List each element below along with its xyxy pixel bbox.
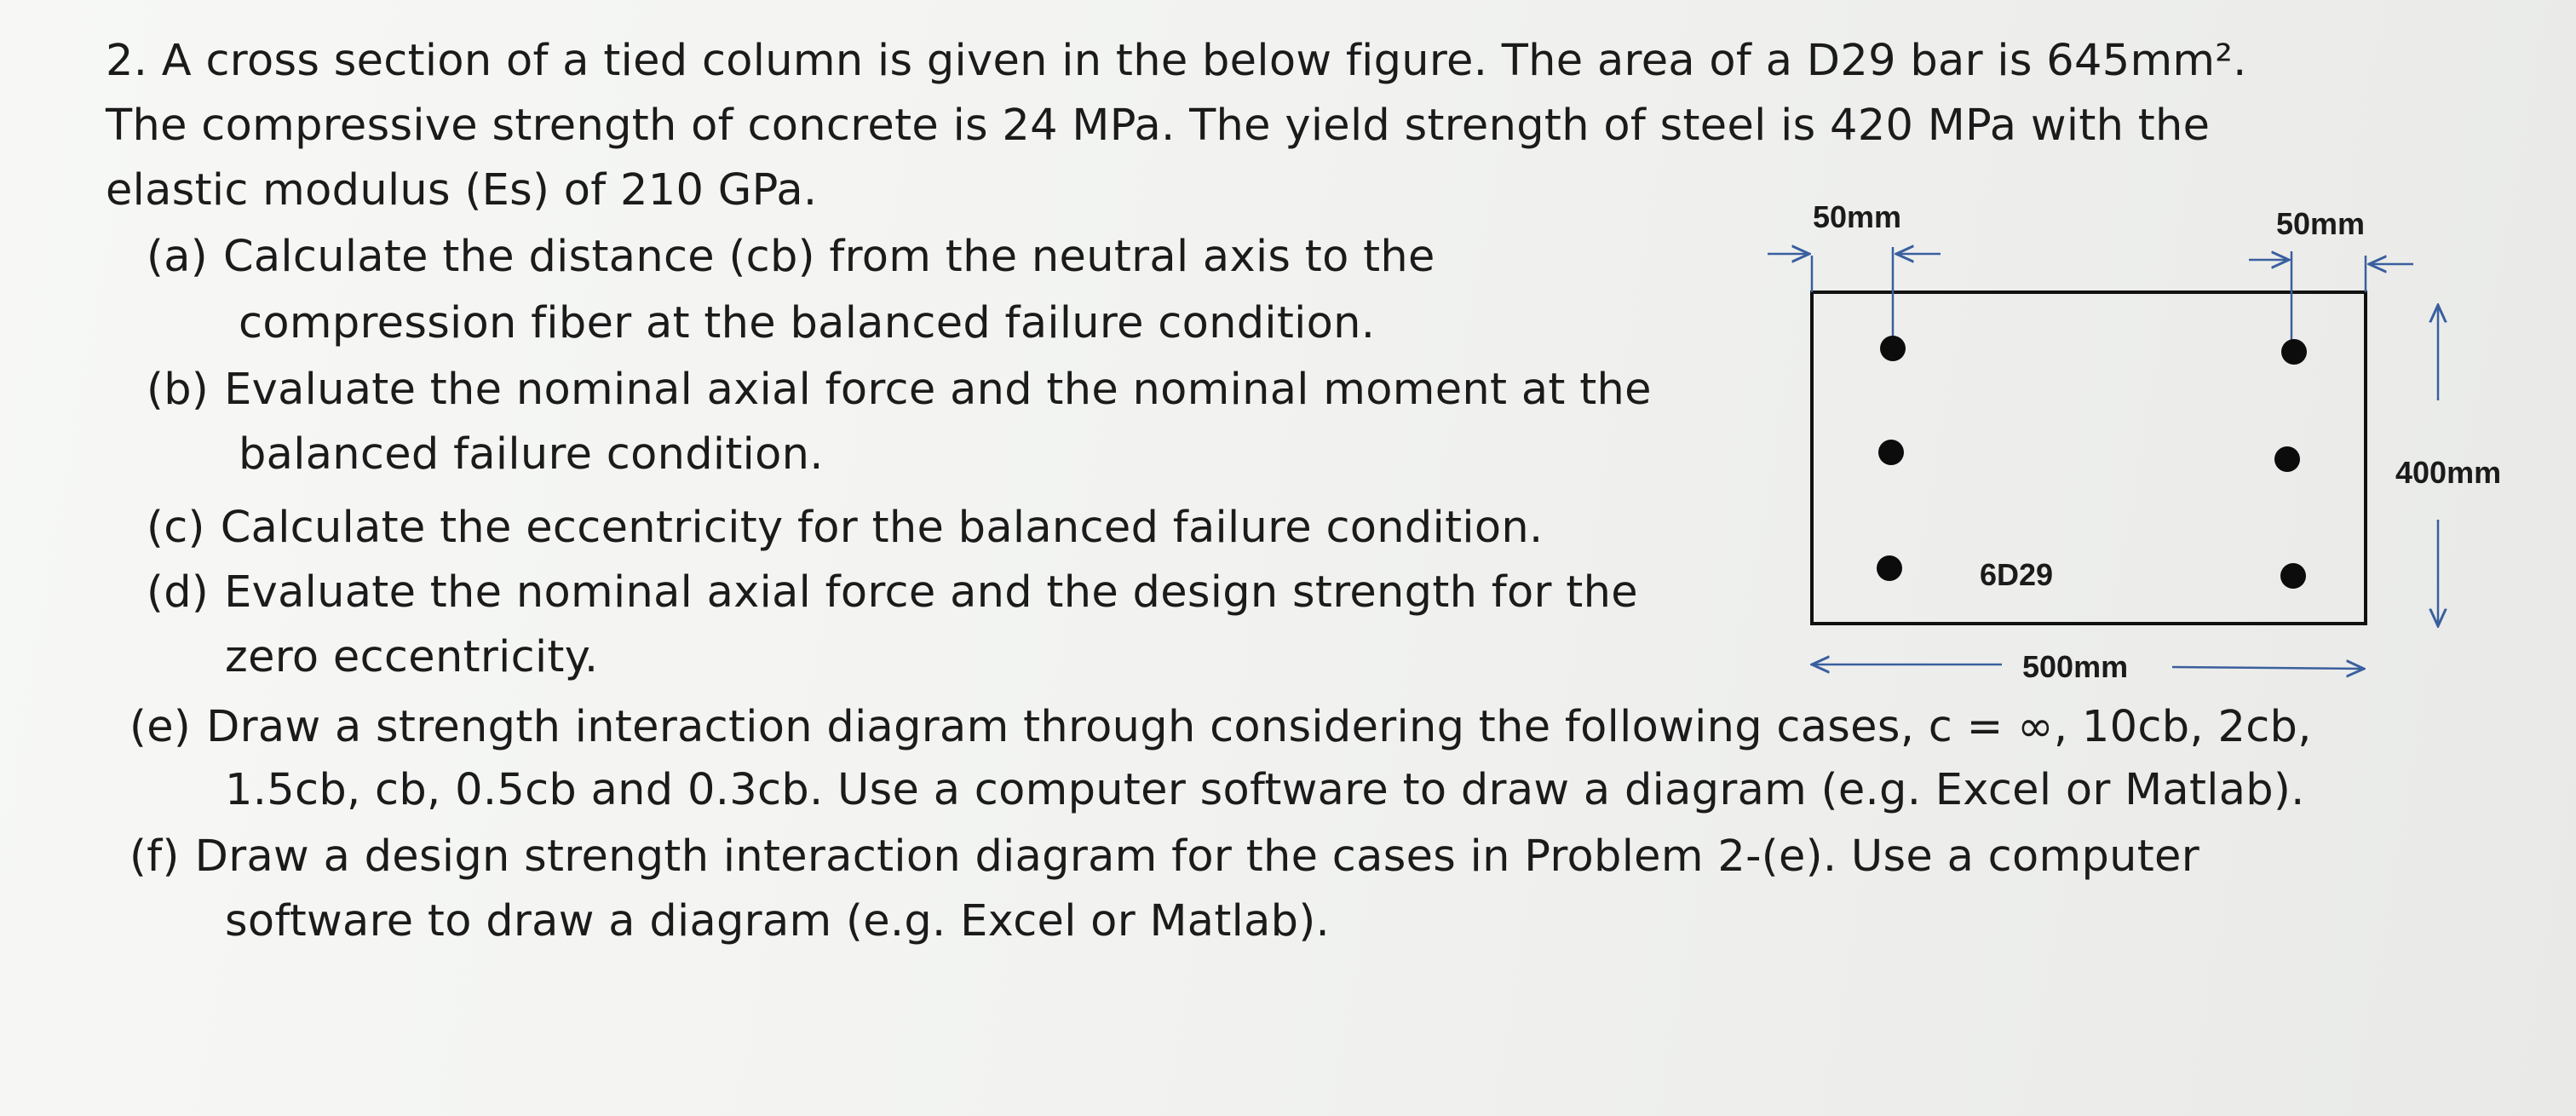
part-a-text: Calculate the distance (cb) from the neutral axis to the bbox=[222, 232, 1435, 282]
part-a-label: (a) bbox=[147, 232, 208, 282]
rebar-middle-left bbox=[1878, 440, 1904, 465]
part-b-label: (b) bbox=[147, 365, 210, 415]
rebar-middle-right bbox=[2274, 446, 2300, 472]
problem-intro-line-3: elastic modulus (Es) of 210 GPa. bbox=[106, 165, 818, 216]
part-b-line-2: balanced failure condition. bbox=[239, 429, 824, 480]
width-label: 500mm bbox=[2022, 649, 2129, 684]
rebar-top-right bbox=[2281, 339, 2307, 365]
part-c-label: (c) bbox=[147, 503, 205, 553]
part-f-text: Draw a design strength interaction diagram for the cases in Problem 2-(e). Use a computer bbox=[194, 831, 2200, 882]
rebar-bottom-right bbox=[2280, 563, 2306, 589]
part-a-line-2: compression fiber at the balanced failure condition. bbox=[239, 298, 1376, 348]
part-b-text: Evaluate the nominal axial force and the nominal moment at the bbox=[224, 365, 1652, 415]
right-cover-label: 50mm bbox=[2276, 206, 2366, 241]
part-d-label: (d) bbox=[147, 567, 210, 618]
height-label: 400mm bbox=[2395, 455, 2502, 490]
part-f-line-2: software to draw a diagram (e.g. Excel or Matlab). bbox=[225, 896, 1331, 946]
problem-intro-line-1: 2. A cross section of a tied column is given in the below figure. The area of a D29 bar is 645mm². bbox=[106, 36, 2247, 86]
rebar-spec-label: 6D29 bbox=[1980, 557, 2054, 592]
part-e-line-2: 1.5cb, cb, 0.5cb and 0.3cb. Use a computer software to draw a diagram (e.g. Excel or Matlab). bbox=[225, 765, 2305, 815]
problem-intro-line-2: The compressive strength of concrete is 24 MPa. The yield strength of steel is 420 MPa with the bbox=[106, 101, 2211, 151]
part-c-text: Calculate the eccentricity for the balanced failure condition. bbox=[220, 503, 1544, 553]
width-arrow-right bbox=[2172, 667, 2364, 669]
rebar-bottom-left bbox=[1877, 555, 1902, 581]
part-f-label: (f) bbox=[129, 831, 180, 882]
part-e-text: Draw a strength interaction diagram through considering the following cases, c = ∞, 10cb, 2cb, bbox=[206, 702, 2312, 752]
part-e-label: (e) bbox=[129, 702, 192, 752]
left-cover-label: 50mm bbox=[1813, 199, 1902, 234]
part-d-line-2: zero eccentricity. bbox=[225, 632, 599, 682]
rebar-top-left bbox=[1880, 336, 1906, 361]
part-d-text: Evaluate the nominal axial force and the design strength for the bbox=[224, 567, 1638, 618]
